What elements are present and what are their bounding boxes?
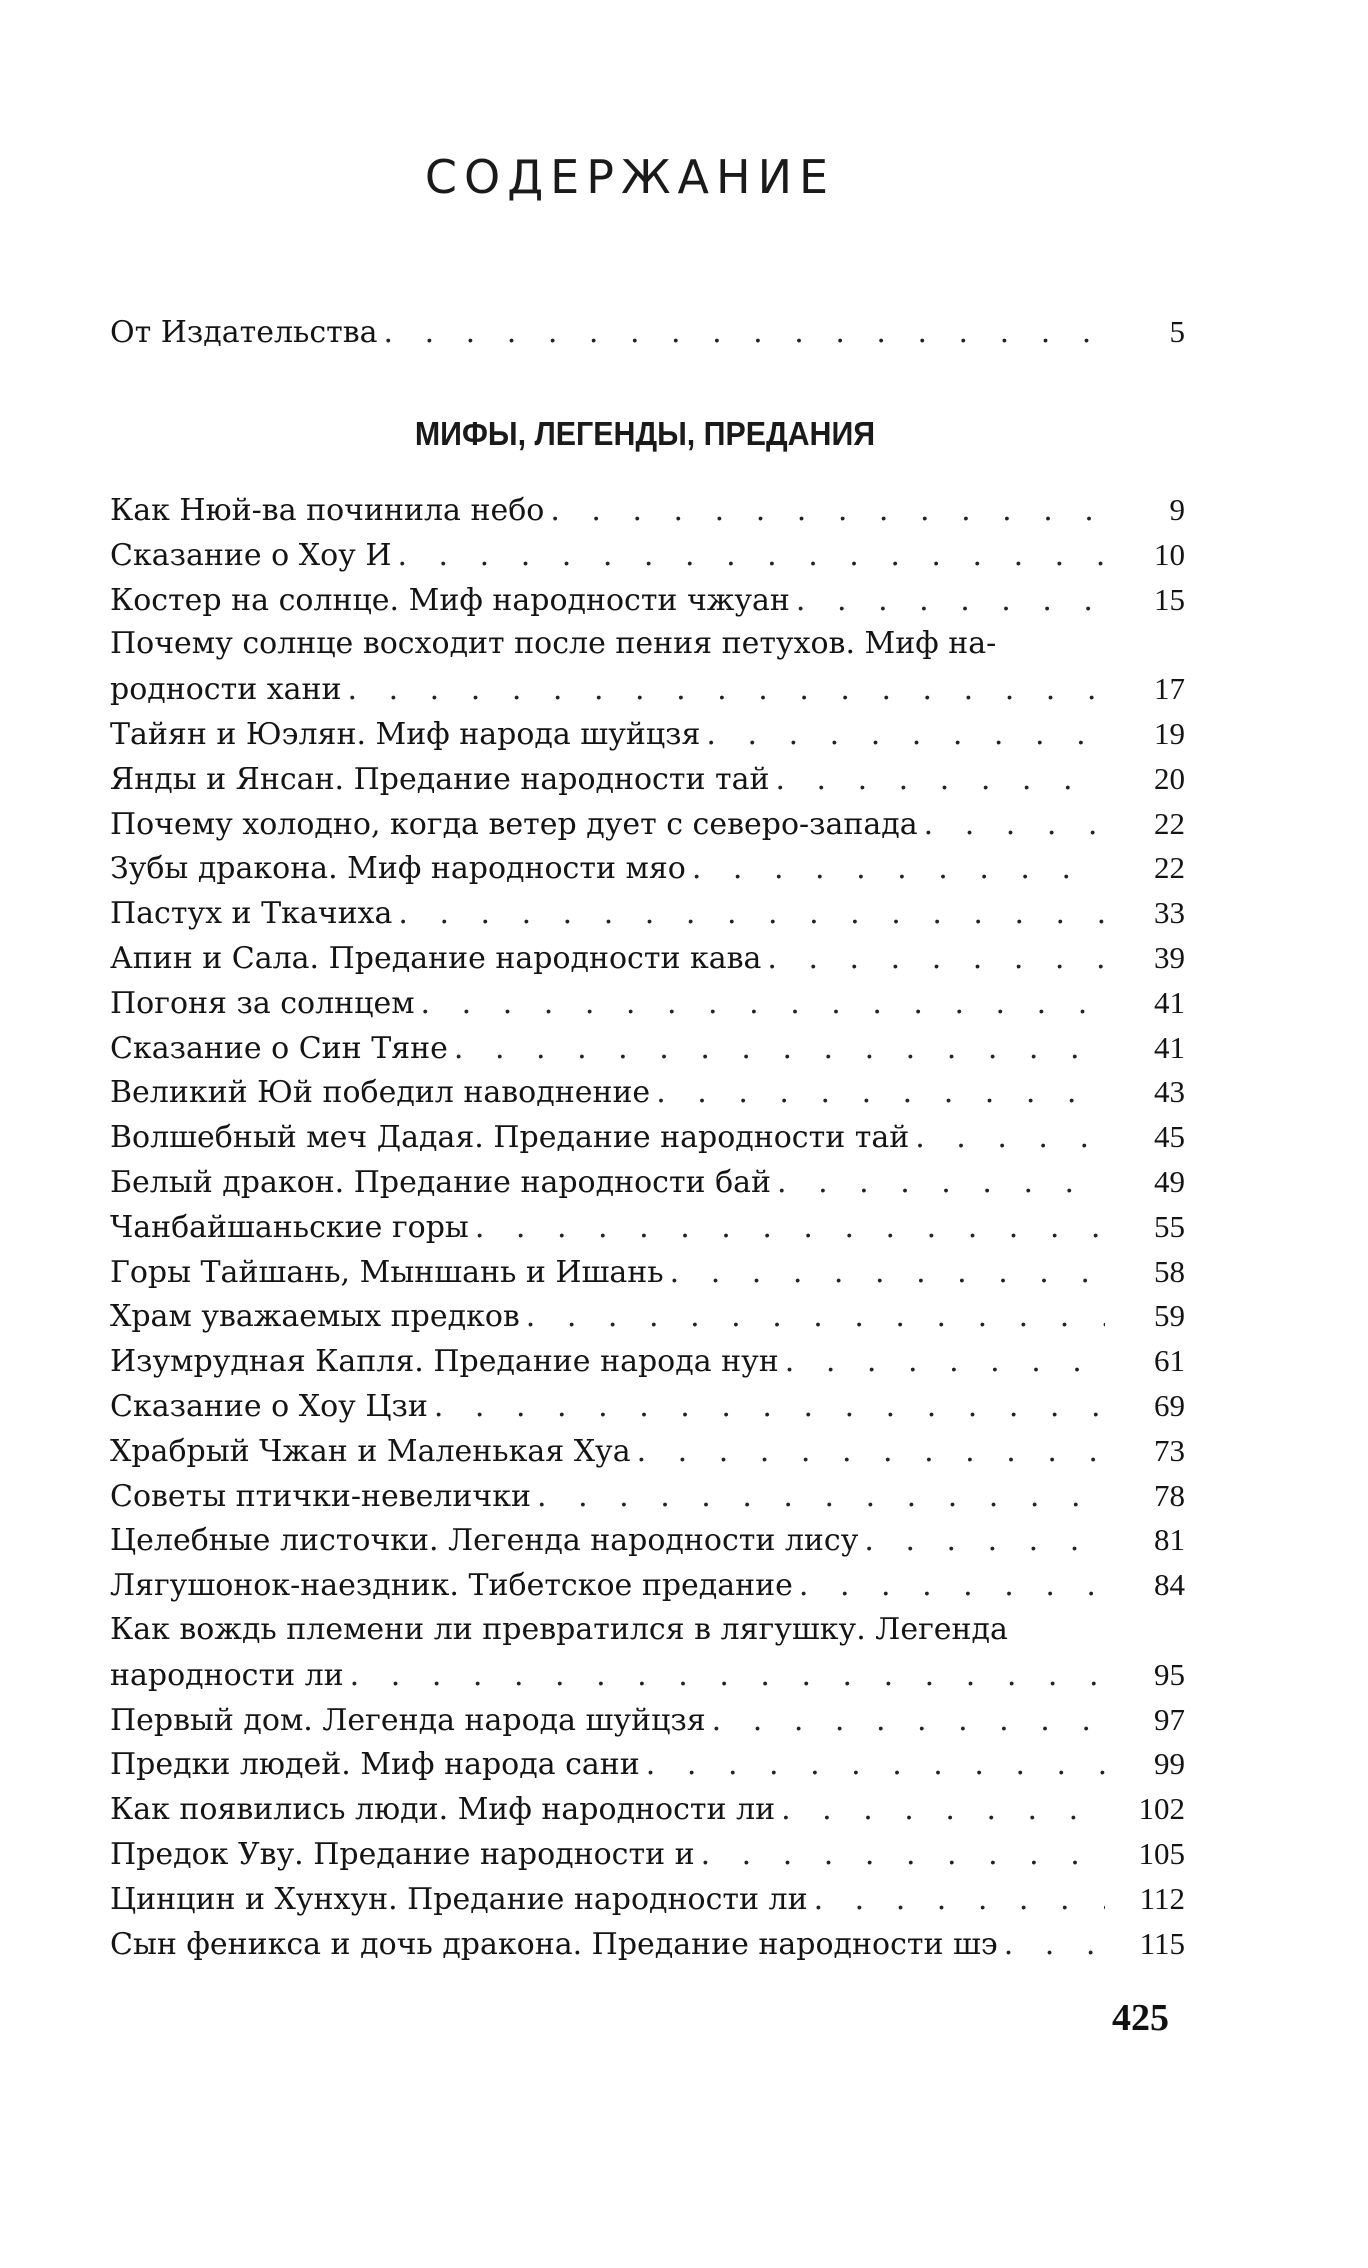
entry-page-number: 99 (1154, 1746, 1185, 1782)
entry-page-number: 43 (1154, 1074, 1185, 1110)
toc-entry (110, 802, 1185, 847)
entry-title: Первый дом. Легенда народа шуйцзя (110, 1702, 706, 1738)
toc-entry (110, 533, 1185, 578)
toc-entry (110, 891, 1185, 936)
entry-page-number: 22 (1154, 850, 1185, 886)
dot-leader (397, 534, 1105, 579)
entry-title: Волшебный меч Дадая. Предание народности тай (110, 1120, 910, 1156)
dot-leader (550, 489, 1105, 534)
entry-title: Предок Уву. Предание народности и (110, 1836, 695, 1872)
entry-page-number: 84 (1154, 1567, 1185, 1603)
dot-leader (475, 1206, 1105, 1251)
entry-title: Предки людей. Миф народа сани (110, 1747, 640, 1783)
dot-leader (864, 1519, 1105, 1564)
dot-leader (656, 1071, 1105, 1116)
entry-title: Сын феникса и дочь дракона. Предание народности шэ (110, 1926, 998, 1962)
toc-entry (110, 310, 1185, 355)
entry-title: Цинцин и Хунхун. Предание народности ли (110, 1881, 808, 1917)
entry-page-number: 95 (1154, 1656, 1185, 1692)
toc-section-entries (110, 488, 1185, 1966)
dot-leader (537, 1475, 1105, 1520)
entry-title-line1: Как вождь племени ли превратился в лягушку. Легенда (110, 1611, 1008, 1647)
dot-leader (767, 937, 1105, 982)
dot-leader (692, 847, 1105, 892)
entry-title: Почему холодно, когда ветер дует с северо-запада (110, 806, 918, 842)
entry-page-number: 39 (1154, 939, 1185, 975)
toc-entry (110, 1922, 1185, 1967)
toc-entry (110, 1832, 1185, 1877)
entry-title: Целебные листочки. Легенда народности лису (110, 1523, 859, 1559)
toc-entry (110, 936, 1185, 981)
dot-leader (350, 1654, 1105, 1699)
entry-page-number: 78 (1154, 1477, 1185, 1513)
toc-entry (110, 1205, 1185, 1250)
entry-page-number: 19 (1154, 715, 1185, 751)
entry-page-number: 45 (1154, 1119, 1185, 1155)
entry-page-number: 59 (1154, 1298, 1185, 1334)
toc-entry (110, 1339, 1185, 1384)
toc-entry (110, 981, 1185, 1026)
entry-page-number: 102 (1138, 1791, 1185, 1827)
toc-entry (110, 488, 1185, 533)
entry-title: Сказание о Хоу Цзи (110, 1388, 428, 1424)
entry-page-number: 15 (1154, 581, 1185, 617)
dot-leader (781, 1788, 1105, 1833)
entry-page-number: 115 (1139, 1925, 1185, 1961)
toc-entry (110, 1115, 1185, 1160)
dot-leader (434, 1385, 1105, 1430)
section-heading: МИФЫ, ЛЕГЕНДЫ, ПРЕДАНИЯ (414, 415, 876, 452)
dot-leader (398, 892, 1105, 937)
toc-entry (110, 1518, 1185, 1563)
dot-leader (777, 1161, 1105, 1206)
entry-page-number: 73 (1154, 1432, 1185, 1468)
dot-leader (796, 579, 1105, 624)
toc-entry (110, 1429, 1185, 1474)
toc-entry (110, 1294, 1185, 1339)
entry-page-number: 97 (1154, 1701, 1185, 1737)
dot-leader (670, 1251, 1105, 1296)
dot-leader (526, 1295, 1105, 1340)
entry-page-number: 17 (1154, 671, 1185, 707)
entry-title-line1: Почему солнце восходит после пения петухов. Миф на- (110, 626, 997, 662)
toc-entry-continuation (110, 1653, 1185, 1698)
entry-page-number: 112 (1139, 1880, 1185, 1916)
toc-entry (110, 1877, 1185, 1922)
toc-entry (110, 1698, 1185, 1743)
toc-entry (110, 1787, 1185, 1832)
entry-title-line2: народности ли (110, 1657, 344, 1693)
dot-leader (637, 1430, 1105, 1475)
entry-title: Зубы дракона. Миф народности мяо (110, 851, 686, 887)
entry-title: Чанбайшаньские горы (110, 1209, 469, 1245)
entry-page-number: 58 (1154, 1253, 1185, 1289)
entry-page-number: 33 (1154, 895, 1185, 931)
toc-entry (110, 1474, 1185, 1519)
dot-leader (421, 982, 1105, 1027)
page-folio-number: 425 (1112, 1997, 1169, 2039)
dot-leader (712, 1699, 1105, 1744)
entry-title-line2: родности хани (110, 672, 342, 708)
entry-title: Тайян и Юэлян. Миф народа шуйцзя (110, 716, 701, 752)
entry-title: Сказание о Син Тяне (110, 1030, 448, 1066)
toc-entry-continuation (110, 667, 1185, 712)
toc-entry (110, 846, 1185, 891)
toc-entry (110, 757, 1185, 802)
dot-leader (701, 1833, 1105, 1878)
dot-leader (348, 668, 1105, 713)
dot-leader (1004, 1923, 1105, 1968)
toc-entry (110, 1250, 1185, 1295)
entry-title: Советы птички-невелички (110, 1478, 531, 1514)
entry-title: Белый дракон. Предание народности бай (110, 1164, 772, 1200)
entry-page-number: 41 (1154, 984, 1185, 1020)
entry-title: Храм уважаемых предков (110, 1299, 520, 1335)
entry-title: Горы Тайшань, Мыншань и Ишань (110, 1254, 664, 1290)
entry-page-number: 5 (1169, 314, 1185, 349)
entry-title: Погоня за солнцем (110, 985, 415, 1021)
entry-title: Изумрудная Капля. Предание народа нун (110, 1344, 779, 1380)
toc-entry (110, 1384, 1185, 1429)
entry-title: Костер на солнце. Миф народности чжуан (110, 582, 790, 618)
toc-entry (110, 1742, 1185, 1787)
entry-page-number: 69 (1154, 1387, 1185, 1423)
entry-title: От Издательства (110, 315, 378, 350)
toc-entry (110, 578, 1185, 623)
entry-title: Янды и Янсан. Предание народности тай (110, 761, 770, 797)
toc-entry (110, 1026, 1185, 1071)
entry-title: Апин и Сала. Предание народности кава (110, 940, 762, 976)
dot-leader (799, 1564, 1105, 1609)
entry-page-number: 10 (1154, 536, 1185, 572)
dot-leader (706, 713, 1105, 758)
entry-title: Пастух и Ткачиха (110, 896, 393, 932)
entry-page-number: 20 (1154, 760, 1185, 796)
dot-leader (785, 1340, 1105, 1385)
entry-page-number: 55 (1154, 1208, 1185, 1244)
dot-leader (384, 311, 1105, 356)
entry-title: Как Нюй-ва починила небо (110, 493, 545, 528)
entry-page-number: 105 (1138, 1835, 1185, 1871)
entry-title: Лягушонок-наездник. Тибетское предание (110, 1568, 793, 1604)
toc-entry (110, 1563, 1185, 1608)
toc-entry (110, 1160, 1185, 1205)
dot-leader (454, 1027, 1105, 1072)
dot-leader (915, 1116, 1105, 1161)
dot-leader (814, 1878, 1105, 1923)
toc-entry-wrapped (110, 622, 1185, 712)
entry-title: Как появились люди. Миф народности ли (110, 1792, 776, 1828)
entry-page-number: 41 (1154, 1029, 1185, 1065)
dot-leader (775, 758, 1105, 803)
page-title: СОДЕРЖАНИЕ (424, 150, 836, 204)
entry-title: Сказание о Хоу И (110, 537, 392, 573)
dot-leader (646, 1743, 1105, 1788)
entry-page-number: 61 (1154, 1343, 1185, 1379)
toc-entry-wrapped (110, 1608, 1185, 1698)
entry-title: Храбрый Чжан и Маленькая Хуа (110, 1433, 631, 1469)
entry-page-number: 9 (1169, 492, 1185, 527)
toc-front-matter (110, 310, 1185, 355)
entry-title: Великий Юй победил наводнение (110, 1075, 651, 1111)
toc-entry (110, 1070, 1185, 1115)
dot-leader (924, 803, 1105, 848)
entry-page-number: 81 (1154, 1522, 1185, 1558)
entry-page-number: 49 (1154, 1163, 1185, 1199)
entry-page-number: 22 (1154, 805, 1185, 841)
toc-entry (110, 712, 1185, 757)
